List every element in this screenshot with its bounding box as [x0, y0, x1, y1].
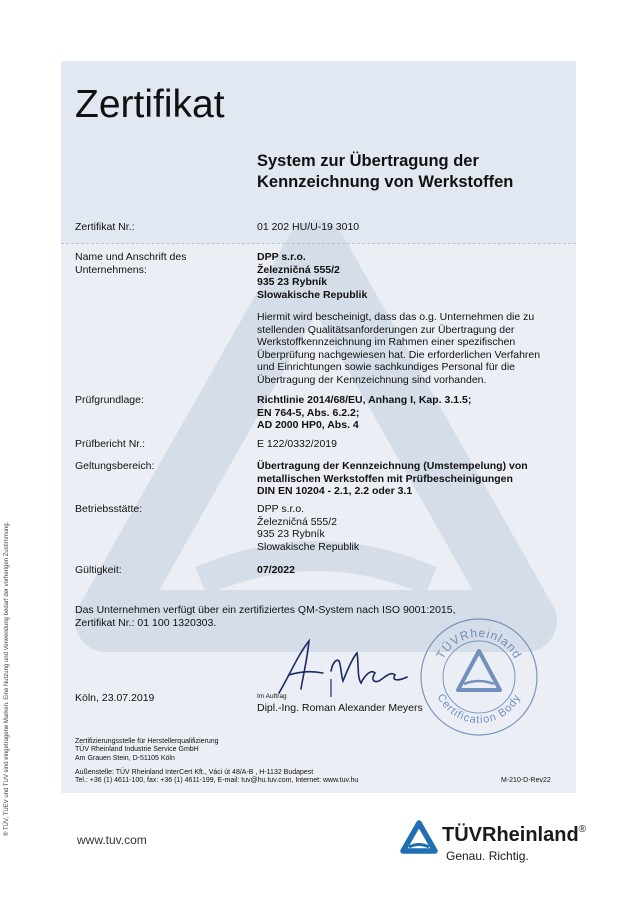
- site-line: DPP s.r.o.: [257, 503, 305, 515]
- tuv-triangle-logo-icon: [400, 820, 438, 854]
- company-line: Železničná 555/2: [257, 263, 340, 276]
- certification-seal-icon: [418, 616, 540, 738]
- company-line: Slowakische Republik: [257, 288, 368, 301]
- place-date: Köln, 23.07.2019: [75, 692, 155, 704]
- site-line: Slowakische Republik: [257, 540, 360, 553]
- signature-icon: [261, 631, 421, 701]
- company-line: 935 23 Rybník: [257, 276, 328, 288]
- divider: [61, 243, 576, 244]
- certificate-no-label: Zertifikat Nr.:: [75, 221, 135, 233]
- certificate-title: Zertifikat: [75, 83, 225, 126]
- seal-bottom-text: Certification Body: [434, 691, 524, 727]
- subtitle-line: Kennzeichnung von Werkstoffen: [257, 173, 514, 191]
- statement-line: stellenden Qualitätsanforderungen zur Übertragung der: [257, 323, 515, 336]
- company-label-line: Name und Anschrift des: [75, 251, 187, 263]
- certificate-panel: [61, 61, 576, 793]
- document-code: M-210-D-Rev22: [501, 777, 551, 784]
- qm-line: Zertifikat Nr.: 01 100 1320303.: [75, 616, 217, 629]
- signature-on-behalf: Im Auftrag: [257, 693, 287, 700]
- test-basis-line: Richtlinie 2014/68/EU, Anhang I, Kap. 3.1.5;: [257, 394, 472, 406]
- trademark-side-note: ® TÜV, TUEV und TUV sind eingetragene Marken. Eine Nutzung und Verwendung bedarf der vorherigen Zustimmung.: [4, 521, 10, 836]
- company-label-line: Unternehmens:: [75, 263, 147, 276]
- branch-block: [75, 769, 495, 786]
- test-report-value: E 122/0332/2019: [257, 438, 337, 450]
- certificate-subtitle: [257, 151, 557, 193]
- branch-line: Tel.: +36 (1) 4611-100, fax: +36 (1) 4611-199, E-mail: tuv@hu.tuv.com, Internet: www.tuv.hu: [75, 777, 359, 785]
- brand-name-text: TÜVRheinland: [442, 824, 579, 846]
- certificate-no-value: 01 202 HU/U-19 3010: [257, 221, 360, 233]
- test-basis-line: AD 2000 HP0, Abs. 4: [257, 419, 359, 431]
- statement-line: und Einrichtungen sowie sachkundiges Personal für die: [257, 361, 515, 373]
- company-label: [75, 251, 186, 276]
- scope-line: DIN EN 10204 - 2.1, 2.2 oder 3.1: [257, 485, 413, 497]
- statement-line: Hiermit wird bescheinigt, dass das o.g. Unternehmen die zu: [257, 311, 535, 323]
- site-line: 935 23 Rybník: [257, 528, 325, 540]
- statement-line: Werkstoffkennzeichnung im Rahmen einer spezifischen: [257, 336, 516, 348]
- issuer-line: Zertifizierungsstelle für Herstellerqualifizierung: [75, 738, 219, 745]
- footer-url-link[interactable]: www.tuv.com: [77, 833, 147, 847]
- issuer-line: TÜV Rheinland Industrie Service GmbH: [75, 746, 199, 754]
- branch-line: Außenstelle: TÜV Rheinland InterCert Kft., Váci út 48/A-B , H-1132 Budapest: [75, 769, 314, 776]
- registered-mark: ®: [578, 824, 587, 835]
- site-address: [257, 503, 557, 553]
- validity-value: 07/2022: [257, 564, 295, 576]
- brand-slogan: Genau. Richtig.: [446, 849, 529, 863]
- issuer-line: Am Grauen Stein, D-51105 Köln: [75, 754, 175, 762]
- signatory-name: Dipl.-Ing. Roman Alexander Meyers: [257, 702, 423, 714]
- company-address: [257, 251, 557, 301]
- statement-line: Überprüfung nachgewiesen hat. Die erforderlichen Verfahren: [257, 348, 541, 361]
- test-report-label: Prüfbericht Nr.:: [75, 438, 146, 450]
- test-basis-line: EN 764-5, Abs. 6.2.2;: [257, 406, 360, 419]
- issuer-block: [75, 738, 375, 763]
- scope-label: Geltungsbereich:: [75, 460, 155, 472]
- company-line: DPP s.r.o.: [257, 251, 306, 263]
- statement-line: Übertragung der Kennzeichnung sind vorhanden.: [257, 373, 487, 386]
- test-basis-value: [257, 394, 557, 432]
- qm-line: Das Unternehmen verfügt über ein zertifiziertes QM-System nach ISO 9001:2015,: [75, 604, 456, 616]
- brand-name: [442, 824, 586, 847]
- validity-label: Gültigkeit:: [75, 564, 122, 576]
- scope-line: metallischen Werkstoffen mit Prüfbescheinigungen: [257, 472, 513, 485]
- certification-statement: [257, 311, 557, 386]
- test-basis-label: Prüfgrundlage:: [75, 394, 144, 406]
- site-label: Betriebsstätte:: [75, 503, 143, 515]
- seal-top-text: TÜVRheinland: [433, 625, 525, 662]
- site-line: Železničná 555/2: [257, 515, 337, 528]
- scope-value: [257, 460, 557, 498]
- scope-line: Übertragung der Kennzeichnung (Umstempelung) von: [257, 460, 528, 472]
- subtitle-line: System zur Übertragung der: [257, 152, 479, 170]
- svg-text:TÜVRheinland: [433, 626, 525, 662]
